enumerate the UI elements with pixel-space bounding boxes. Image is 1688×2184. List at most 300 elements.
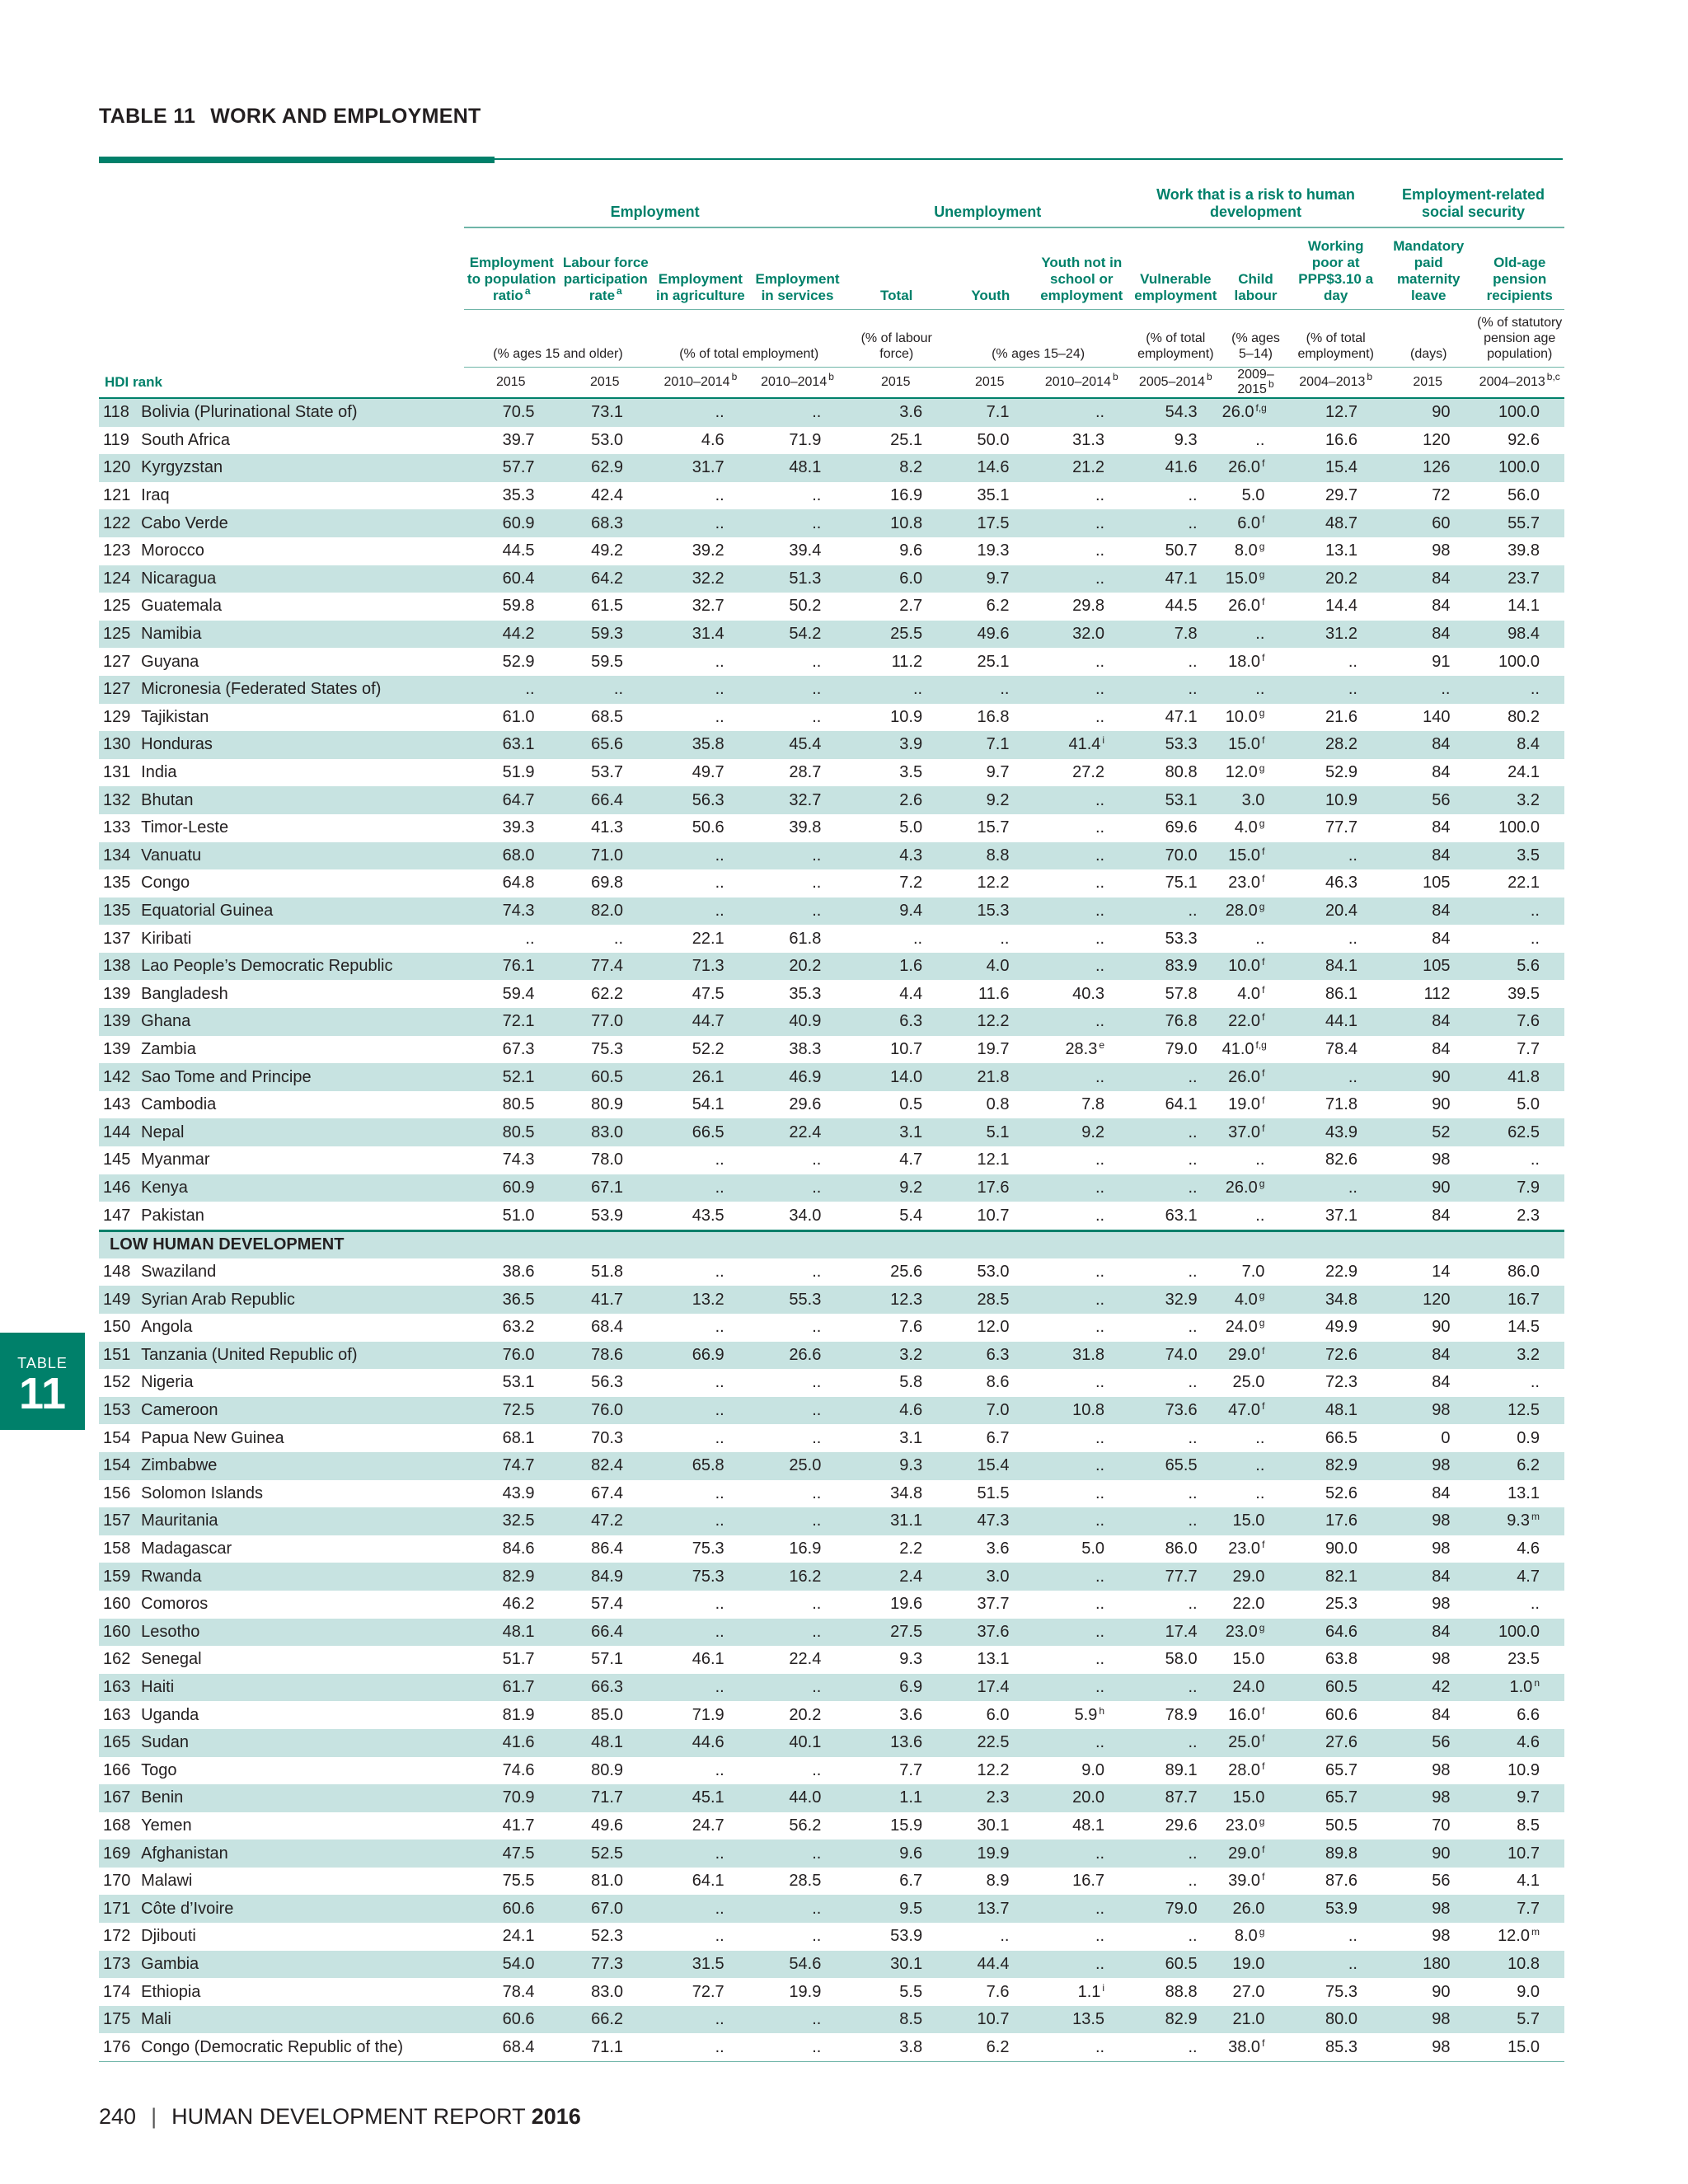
value-cell: 70.0 <box>1129 842 1222 870</box>
work-employment-table <box>99 186 1564 2062</box>
value-cell: .. <box>1034 1008 1129 1036</box>
hdi-rank-cell: 153 <box>99 1397 141 1425</box>
value-cell: 10.8 <box>1475 1951 1564 1979</box>
value-cell: 76.0 <box>560 1397 653 1425</box>
footnote-marker: f <box>1262 596 1265 608</box>
table-row <box>99 1951 1564 1979</box>
page-number: 240 <box>99 2104 137 2129</box>
value-cell: 22.4 <box>789 1650 822 1669</box>
value-cell: 83.9 <box>1129 953 1222 981</box>
value-cell: .. <box>652 1397 749 1425</box>
value-cell: 15.4 <box>1289 454 1382 482</box>
value-cell: 71.8 <box>1325 1095 1357 1114</box>
value-cell: 44.5 <box>1165 597 1198 616</box>
value-cell: .. <box>715 486 724 505</box>
value-cell: .. <box>1034 1951 1129 1979</box>
value-cell: 63.8 <box>1325 1650 1357 1669</box>
footnote-marker: f <box>1262 1871 1265 1883</box>
country-name-cell: Rwanda <box>141 1563 464 1591</box>
value-cell: 98 <box>1382 1895 1475 1923</box>
side-tab-label: TABLE <box>17 1355 68 1371</box>
year-header: 2015 <box>846 368 947 399</box>
value-cell: .. <box>749 1619 846 1647</box>
country-name-cell: Nicaragua <box>141 565 464 593</box>
hdi-rank-cell: 120 <box>99 454 141 482</box>
value-cell: 14.6 <box>947 454 1034 482</box>
value-cell: 46.9 <box>749 1063 846 1091</box>
value-cell: .. <box>1034 676 1129 704</box>
country-name-cell: Côte d’Ivoire <box>141 1895 464 1923</box>
value-cell: 3.5 <box>899 763 923 782</box>
footnote-marker: f <box>1262 1400 1265 1413</box>
value-cell: 62.2 <box>591 984 624 1003</box>
value-cell: 1.1 <box>846 1784 947 1812</box>
value-cell: .. <box>812 1151 822 1169</box>
value-cell: 15.0 <box>1475 2033 1564 2061</box>
value-cell: 52 <box>1382 1118 1475 1146</box>
value-cell: .. <box>1000 929 1010 948</box>
value-cell: .. <box>525 929 535 948</box>
value-cell: 80.5 <box>464 1118 560 1146</box>
value-cell: 10.7 <box>1475 1840 1564 1868</box>
value-cell: 78.4 <box>1325 1039 1357 1058</box>
value-cell: 98.4 <box>1475 621 1564 649</box>
footnote-marker: f <box>1262 956 1265 968</box>
value-cell: 1.0 $^n$ <box>1475 1674 1564 1702</box>
value-cell: 81.9 <box>502 1705 535 1724</box>
value-cell: .. <box>1348 652 1357 671</box>
country-name-cell: Mali <box>141 2006 464 2034</box>
value-cell: .. <box>715 707 724 726</box>
value-cell: 32.7 <box>749 786 846 814</box>
value-cell: 62.9 <box>560 454 653 482</box>
value-cell: .. <box>749 1397 846 1425</box>
table-row <box>99 1619 1564 1647</box>
value-cell: .. <box>1095 818 1105 837</box>
value-cell: 40.1 <box>749 1729 846 1757</box>
value-cell: 3.1 <box>846 1118 947 1146</box>
value-cell: 14.0 <box>846 1063 947 1091</box>
value-cell: 72.1 <box>464 1008 560 1036</box>
value-cell: 51.7 <box>502 1650 535 1669</box>
value-cell: 57.1 <box>591 1650 624 1669</box>
value-cell: 19.3 <box>977 541 1010 560</box>
country-name-cell: Afghanistan <box>141 1840 464 1868</box>
value-cell: .. <box>1222 1452 1290 1480</box>
country-name-cell: Guatemala <box>141 597 222 616</box>
value-cell: 100.0 <box>1498 652 1540 671</box>
hdi-rank-header: HDI rank <box>99 368 464 399</box>
value-cell: 3.9 <box>846 731 947 759</box>
value-cell: 47.5 <box>692 984 724 1003</box>
value-cell: 3.6 <box>846 398 947 427</box>
value-cell: 6.7 <box>899 1872 923 1891</box>
value-cell: .. <box>812 1373 822 1392</box>
value-cell: 2.6 <box>846 786 947 814</box>
value-cell: .. <box>1188 1927 1198 1946</box>
value-cell: 55.3 <box>749 1286 846 1314</box>
value-cell: 71.1 <box>560 2033 653 2061</box>
value-cell: .. <box>1255 929 1265 948</box>
value-cell: 78.0 <box>591 1151 624 1169</box>
hdi-rank-cell: 132 <box>99 786 141 814</box>
table-row <box>99 953 1564 981</box>
value-cell: 66.3 <box>560 1674 653 1702</box>
value-cell: 4.7 <box>1475 1563 1564 1591</box>
value-cell: 7.9 <box>1475 1174 1564 1202</box>
hdi-rank-cell: 148 <box>103 1263 131 1282</box>
value-cell: 31.3 <box>1072 430 1105 449</box>
year-header: 2009–2015 $^b$ <box>1222 368 1290 399</box>
value-cell: .. <box>1095 1483 1105 1502</box>
value-cell: 100.0 <box>1498 818 1540 837</box>
value-cell: .. <box>1289 1063 1382 1091</box>
value-cell: 19.0 $^f$ <box>1228 1094 1265 1114</box>
value-cell: 59.5 <box>591 652 624 671</box>
value-cell: 50.5 <box>1325 1816 1357 1835</box>
value-cell: 1.6 <box>846 953 947 981</box>
value-cell: .. <box>1222 676 1290 704</box>
value-cell: .. <box>715 1428 724 1447</box>
value-cell: 10.9 <box>1289 786 1382 814</box>
value-cell: 60 <box>1382 509 1475 537</box>
value-cell: .. <box>1530 1373 1540 1392</box>
country-name-cell: Lesotho <box>141 1619 464 1647</box>
value-cell: .. <box>1289 1174 1382 1202</box>
value-cell: .. <box>1034 1452 1129 1480</box>
value-cell: .. <box>1095 541 1105 560</box>
value-cell: 49.6 <box>947 621 1034 649</box>
table-row <box>99 1342 1564 1370</box>
value-cell: .. <box>1188 1872 1198 1891</box>
country-name-cell: Gambia <box>141 1951 464 1979</box>
value-cell: 69.8 <box>591 874 624 893</box>
value-cell: 90 <box>1382 398 1475 427</box>
value-cell: 48.7 <box>1289 509 1382 537</box>
value-cell: 59.4 <box>502 984 535 1003</box>
hdi-rank-cell: 173 <box>99 1951 141 1979</box>
country-name-cell: Bolivia (Plurinational State of) <box>141 398 464 427</box>
value-cell: 2.4 <box>846 1563 947 1591</box>
value-cell: 80.8 <box>1165 763 1198 782</box>
value-cell: 34.8 <box>1289 1286 1382 1314</box>
value-cell: 90 <box>1382 1174 1475 1202</box>
value-cell: 61.8 <box>789 929 822 948</box>
value-cell: 4.4 <box>899 984 923 1003</box>
value-cell: .. <box>1095 1650 1105 1669</box>
table-row <box>99 704 1564 732</box>
value-cell: 28.7 <box>789 763 822 782</box>
unit-header: (% of statutory pension age population) <box>1475 310 1564 368</box>
value-cell: 13.6 <box>846 1729 947 1757</box>
footnote-marker: g <box>1259 1177 1265 1189</box>
value-cell: 60.5 <box>1289 1674 1382 1702</box>
country-name-cell: Swaziland <box>141 1263 217 1282</box>
value-cell: 9.3 <box>846 1452 947 1480</box>
value-cell: .. <box>812 1927 822 1946</box>
value-cell: .. <box>1129 1674 1222 1702</box>
value-cell: 9.6 <box>899 541 923 560</box>
footnote-marker: f <box>1262 845 1265 857</box>
hdi-rank-cell: 156 <box>103 1483 131 1502</box>
hdi-rank-cell: 125 <box>103 597 131 616</box>
value-cell: 84 <box>1382 1342 1475 1370</box>
value-cell: 56 <box>1432 1872 1451 1891</box>
value-cell: 90.0 <box>1325 1540 1357 1558</box>
value-cell: 56.3 <box>652 786 749 814</box>
value-cell: 60.5 <box>560 1063 653 1091</box>
value-cell: .. <box>1095 874 1105 893</box>
value-cell: 66.9 <box>652 1342 749 1370</box>
value-cell: 90 <box>1432 1095 1451 1114</box>
value-cell: .. <box>1034 1729 1129 1757</box>
value-cell: 7.2 <box>899 874 923 893</box>
value-cell: 82.9 <box>1289 1452 1382 1480</box>
value-cell: 65.5 <box>1129 1452 1222 1480</box>
value-cell: 26.0 $^f$ <box>1228 596 1265 616</box>
value-cell: 6.0 <box>846 565 947 593</box>
value-cell: 19.6 <box>890 1595 923 1614</box>
value-cell: 71.9 <box>692 1705 724 1724</box>
table-row <box>99 398 1564 427</box>
value-cell: 68.3 <box>560 509 653 537</box>
value-cell: 52.6 <box>1325 1483 1357 1502</box>
value-cell: 2.2 <box>899 1540 923 1558</box>
value-cell: 29.0 <box>1222 1563 1290 1591</box>
hdi-rank-cell: 125 <box>99 621 141 649</box>
value-cell: .. <box>1129 2033 1222 2061</box>
hdi-rank-cell: 163 <box>103 1705 131 1724</box>
table-row <box>99 1480 1564 1508</box>
value-cell: .. <box>749 2006 846 2034</box>
value-cell: .. <box>652 1840 749 1868</box>
value-cell: 4.6 <box>1517 1540 1540 1558</box>
indicator-header-row <box>99 227 1564 310</box>
value-cell: 16.2 <box>749 1563 846 1591</box>
unit-header: (% of labour force) <box>846 310 947 368</box>
value-cell: 17.5 <box>947 509 1034 537</box>
value-cell: 52.9 <box>502 652 535 671</box>
footnote-marker: f <box>1262 734 1265 747</box>
footnote-marker: h <box>1099 1704 1105 1717</box>
value-cell: 13.1 <box>1507 1483 1540 1502</box>
value-cell: 23.5 <box>1507 1650 1540 1669</box>
value-cell: 43.9 <box>502 1483 535 1502</box>
value-cell: 20.2 <box>749 953 846 981</box>
indicator-header: Labour force participation rate $^a$ <box>560 227 653 310</box>
value-cell: 25.5 <box>846 621 947 649</box>
value-cell: .. <box>1034 1895 1129 1923</box>
value-cell: 84 <box>1382 1008 1475 1036</box>
value-cell: 15.0 $^g$ <box>1222 565 1290 593</box>
year-header: 2004–2013 $^{b,c}$ <box>1475 368 1564 399</box>
value-cell: 98 <box>1432 1595 1451 1614</box>
hdi-rank-cell: 119 <box>103 430 129 449</box>
value-cell: 5.4 <box>899 1206 923 1225</box>
value-cell: 51.0 <box>502 1206 535 1225</box>
value-cell: 19.9 <box>947 1840 1034 1868</box>
value-cell: 84 <box>1432 1039 1451 1058</box>
footnote-marker: f <box>1262 1011 1265 1024</box>
value-cell: 77.0 <box>560 1008 653 1036</box>
value-cell: 26.0 $^g$ <box>1222 1174 1290 1202</box>
report-year: 2016 <box>531 2104 581 2129</box>
footnote-marker: f <box>1262 1344 1265 1357</box>
value-cell: 16.7 <box>1475 1286 1564 1314</box>
value-cell: 3.6 <box>899 1705 923 1724</box>
value-cell: 112 <box>1423 984 1451 1003</box>
value-cell: 48.1 <box>464 1619 560 1647</box>
value-cell: .. <box>652 1619 749 1647</box>
value-cell: 25.6 <box>890 1263 923 1282</box>
value-cell: 5.6 <box>1475 953 1564 981</box>
table-row <box>99 1452 1564 1480</box>
country-name-cell: Morocco <box>141 541 204 560</box>
value-cell: 39.8 <box>789 818 822 837</box>
report-name: HUMAN DEVELOPMENT REPORT <box>171 2104 526 2129</box>
country-name-cell: Nigeria <box>141 1373 194 1392</box>
value-cell: 85.3 <box>1289 2033 1382 2061</box>
country-name-cell: Mauritania <box>141 1507 464 1535</box>
table-row <box>99 1840 1564 1868</box>
hdi-rank-cell: 170 <box>103 1872 131 1891</box>
hdi-rank-cell: 139 <box>103 1039 131 1058</box>
value-cell: 31.2 <box>1289 621 1382 649</box>
hdi-rank-cell: 162 <box>103 1650 131 1669</box>
value-cell: .. <box>1034 1840 1129 1868</box>
value-cell: 40.3 <box>1072 984 1105 1003</box>
value-cell: 9.6 <box>846 1840 947 1868</box>
value-cell: 82.9 <box>1129 2006 1222 2034</box>
value-cell: 15.4 <box>947 1452 1034 1480</box>
value-cell: 14.1 <box>1507 597 1540 616</box>
value-cell: .. <box>715 1760 724 1779</box>
country-name-cell: Kiribati <box>141 929 192 948</box>
table-row <box>99 1202 1564 1230</box>
country-name-cell: Congo <box>141 874 190 893</box>
value-cell: .. <box>1034 1507 1129 1535</box>
value-cell: 76.0 <box>464 1342 560 1370</box>
value-cell: .. <box>715 1318 724 1337</box>
table-row <box>99 454 1564 482</box>
footnote-marker: f <box>1262 2036 1265 2049</box>
value-cell: 23.0 $^f$ <box>1228 873 1265 893</box>
value-cell: 21.2 <box>1034 454 1129 482</box>
value-cell: 38.0 $^f$ <box>1222 2033 1290 2061</box>
value-cell: 25.3 <box>1325 1595 1357 1614</box>
footnote-marker: g <box>1259 1926 1265 1938</box>
hdi-rank-cell: 143 <box>103 1095 131 1114</box>
table-row <box>99 898 1564 926</box>
value-cell: 15.0 $^f$ <box>1222 731 1290 759</box>
hdi-rank-cell: 127 <box>103 652 131 671</box>
page-footer <box>99 2104 581 2130</box>
year-header: 2004–2013 $^b$ <box>1289 368 1382 399</box>
value-cell: 84 <box>1432 929 1451 948</box>
value-cell: .. <box>1188 1373 1198 1392</box>
value-cell: 89.8 <box>1289 1840 1382 1868</box>
value-cell: 75.3 <box>1325 1982 1357 2001</box>
value-cell: .. <box>1095 929 1105 948</box>
value-cell: 54.1 <box>692 1095 724 1114</box>
value-cell: 59.8 <box>502 597 535 616</box>
value-cell: .. <box>1095 1428 1105 1447</box>
value-cell: 10.8 <box>846 509 947 537</box>
value-cell: 31.7 <box>652 454 749 482</box>
value-cell: 12.0 <box>977 1318 1010 1337</box>
value-cell: 19.0 <box>1222 1951 1290 1979</box>
value-cell: 66.5 <box>1325 1428 1357 1447</box>
value-cell: .. <box>812 707 822 726</box>
value-cell: 126 <box>1382 454 1475 482</box>
country-name-cell: Namibia <box>141 621 464 649</box>
value-cell: .. <box>947 676 1034 704</box>
value-cell: 26.0 $^f$ <box>1222 1063 1290 1091</box>
value-cell: 70.3 <box>591 1428 624 1447</box>
value-cell: 10.0 $^g$ <box>1225 706 1265 726</box>
value-cell: 98 <box>1432 541 1451 560</box>
hdi-rank-cell: 159 <box>99 1563 141 1591</box>
hdi-rank-cell: 127 <box>99 676 141 704</box>
value-cell: 98 <box>1382 2033 1475 2061</box>
country-name-cell: Timor-Leste <box>141 818 229 837</box>
value-cell: 71.7 <box>560 1784 653 1812</box>
hdi-rank-cell: 163 <box>99 1674 141 1702</box>
indicator-header: Youth not in school or employment <box>1034 227 1129 310</box>
footer-separator: | <box>151 2104 157 2129</box>
value-cell: 50.6 <box>692 818 724 837</box>
value-cell: .. <box>1289 676 1382 704</box>
year-header: 2010–2014 $^b$ <box>749 368 846 399</box>
footnote-marker: f,g <box>1255 402 1267 415</box>
country-name-cell: Cabo Verde <box>141 509 464 537</box>
value-cell: 9.2 <box>947 786 1034 814</box>
unit-header: (% of total employment) <box>1129 310 1222 368</box>
country-name-cell: Ethiopia <box>141 1982 201 2001</box>
value-cell: 47.1 <box>1129 565 1222 593</box>
value-cell: 74.7 <box>464 1452 560 1480</box>
hdi-rank-cell: 130 <box>99 731 141 759</box>
value-cell: 53.7 <box>591 763 624 782</box>
value-cell: 7.8 <box>1081 1095 1105 1114</box>
value-cell: 4.6 <box>846 1397 947 1425</box>
hdi-rank-cell: 176 <box>99 2033 141 2061</box>
table-row <box>99 1784 1564 1812</box>
value-cell: 21.0 <box>1222 2006 1290 2034</box>
value-cell: 51.5 <box>977 1483 1010 1502</box>
value-cell: 64.7 <box>464 786 560 814</box>
value-cell: 6.0 $^f$ <box>1222 509 1290 537</box>
value-cell: 82.4 <box>560 1452 653 1480</box>
value-cell: 16.8 <box>977 707 1010 726</box>
value-cell: 16.6 <box>1325 430 1357 449</box>
value-cell: 16.9 <box>890 486 923 505</box>
table-row <box>99 1008 1564 1036</box>
value-cell: .. <box>1129 1507 1222 1535</box>
value-cell: 70 <box>1432 1816 1451 1835</box>
value-cell: .. <box>749 2033 846 2061</box>
value-cell: 28.3 $^e$ <box>1065 1038 1105 1058</box>
value-cell: 11.2 <box>891 652 923 671</box>
value-cell: 90 <box>1382 1840 1475 1868</box>
value-cell: 75.3 <box>652 1563 749 1591</box>
table-row <box>99 593 1564 621</box>
value-cell: 28.0 $^g$ <box>1222 898 1290 926</box>
value-cell: .. <box>1348 929 1357 948</box>
hdi-rank-cell: 158 <box>103 1540 131 1558</box>
value-cell: 50.2 <box>789 597 822 616</box>
hdi-rank-cell: 175 <box>99 2006 141 2034</box>
